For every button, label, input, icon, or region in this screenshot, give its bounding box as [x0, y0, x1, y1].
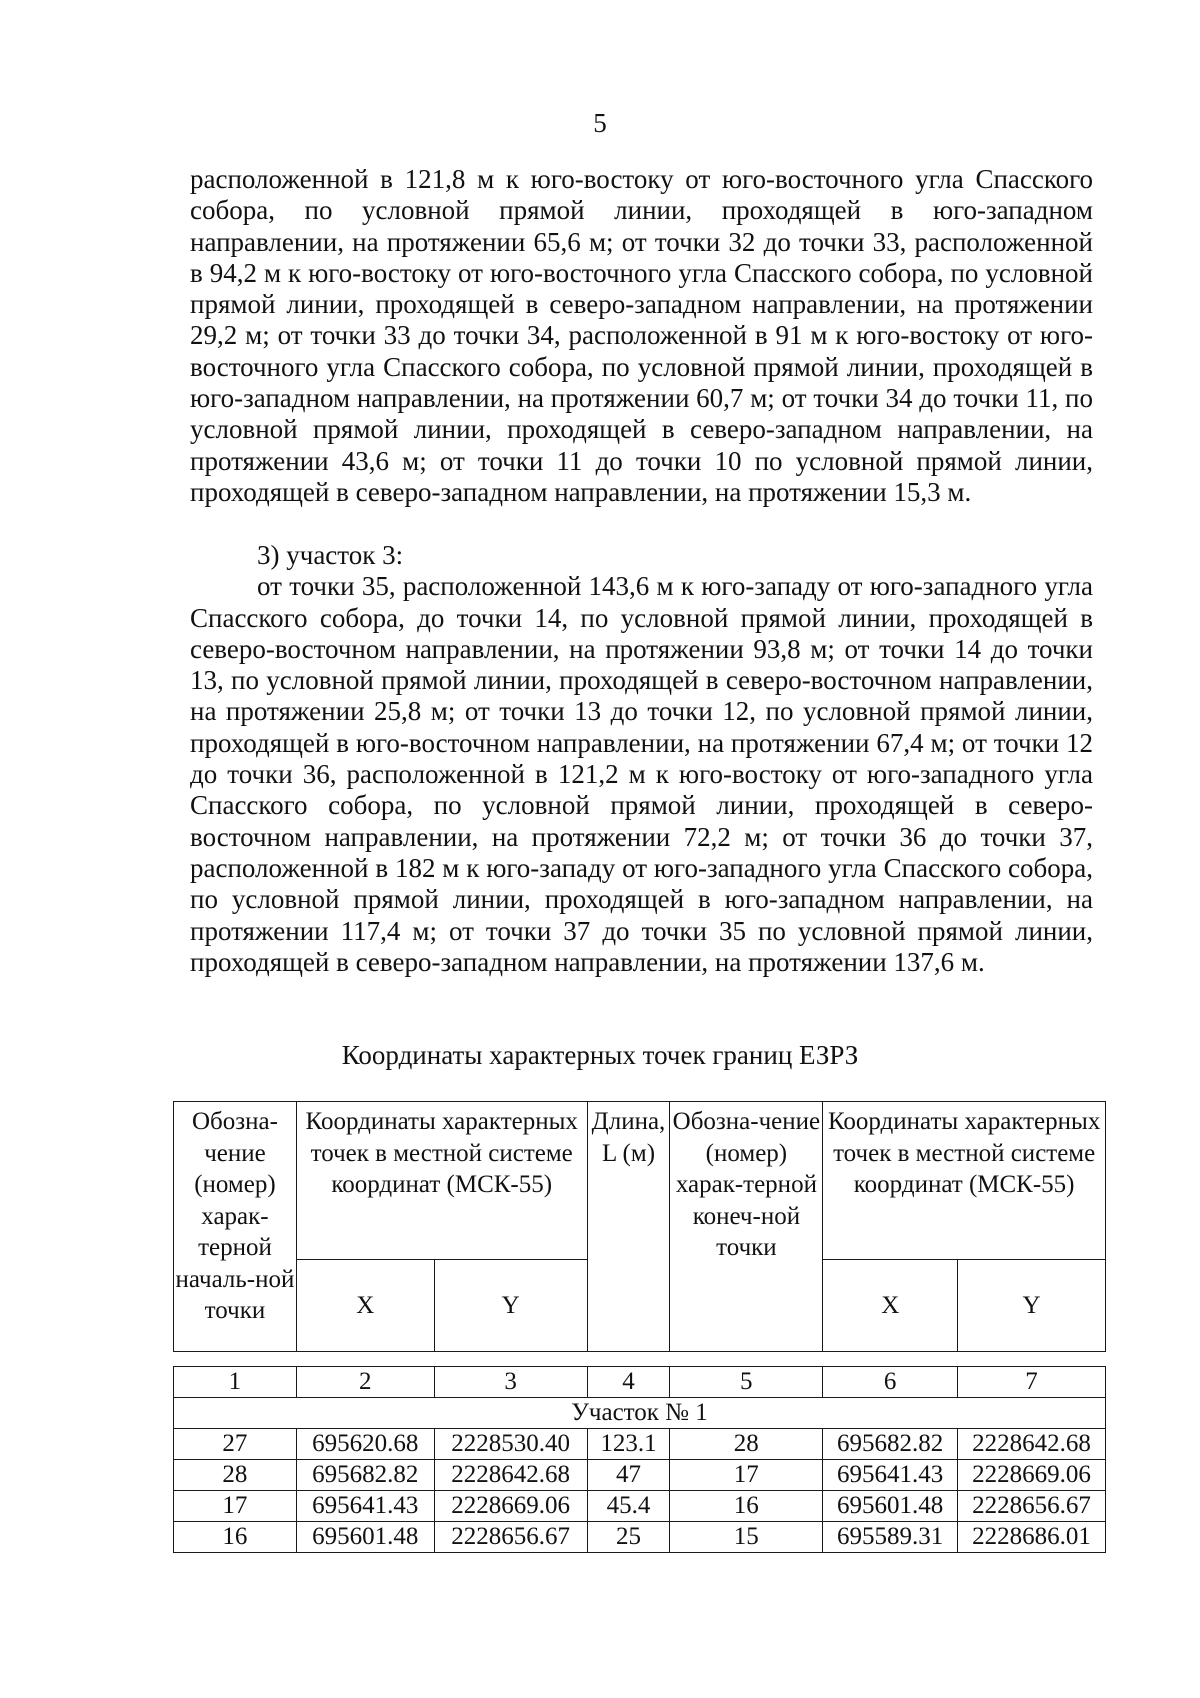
- x-end-cell: 695601.48: [823, 1491, 958, 1522]
- start-point-cell: 28: [174, 1460, 297, 1491]
- end-point-cell: 15: [670, 1522, 823, 1553]
- column-number: 7: [958, 1367, 1106, 1398]
- table-row: [174, 1491, 1106, 1522]
- y-start-cell: 2228642.68: [434, 1460, 587, 1491]
- column-number: 5: [670, 1367, 823, 1398]
- header-x-start: X: [296, 1260, 434, 1352]
- table-row: [174, 1522, 1106, 1553]
- header-start-point: Обозна-чение (номер) харак-терной началь-ной точки: [174, 1102, 297, 1352]
- paragraph-1-text: расположенной в 121,8 м к юго-востоку от юго-восточного угла Спасского собора, по условной прямой линии, проходящей в юго-западном направлении, на протяжении 65,6 м; от точки 32 до точки 33, расположенной в 94,2 м к юго-востоку от юго-восточного угла Спасского собора, по условной прямой линии, проходящей в северо-западном направлении, на протяжении 29,2 м; от точки 33 до точки 34, расположенной в 91 м к юго-востоку от юго-восточного угла Спасского собора, по условной прямой линии, проходящей в юго-западном направлении, на протяжении 60,7 м; от точки 34 до точки 11, по условной прямой линии, проходящей в северо-западном направлении, на протяжении 43,6 м; от точки 11 до точки 10 по условной прямой линии, проходящей в северо-западном направлении, на протяжении 15,3 м.: [190, 164, 1093, 507]
- y-end-cell: 2228686.01: [958, 1522, 1106, 1553]
- y-end-cell: 2228656.67: [958, 1491, 1106, 1522]
- end-point-cell: 28: [670, 1429, 823, 1460]
- header-coords-end: Координаты характерных точек в местной системе координат (МСК-55): [823, 1102, 1106, 1260]
- header-coords-start: Координаты характерных точек в местной системе координат (МСК-55): [296, 1102, 587, 1260]
- paragraph-1: [190, 164, 1093, 508]
- header-y-start: Y: [434, 1260, 587, 1352]
- header-y-end: Y: [958, 1260, 1106, 1352]
- x-end-cell: 695641.43: [823, 1460, 958, 1491]
- x-end-cell: 695589.31: [823, 1522, 958, 1553]
- end-point-cell: 17: [670, 1460, 823, 1491]
- column-number-row: [174, 1367, 1106, 1398]
- start-point-cell: 17: [174, 1491, 297, 1522]
- paragraph-2-text: от точки 35, расположенной 143,6 м к юго-западу от юго-западного угла Спасского собора, до точки 14, по условной прямой линии, проходящей в северо-восточном направлении, на протяжении 93,8 м; от точки 14 до точки 13, по условной прямой линии, проходящей в северо-восточном направлении, на протяжении 25,8 м; от точки 13 до точки 12, по условной прямой линии, проходящей в юго-восточном направлении, на протяжении 67,4 м; от точки 12 до точки 36, расположенной в 121,2 м к юго-востоку от юго-западного угла Спасского собора, по условной прямой линии, проходящей в северо-восточном направлении, на протяжении 72,2 м; от точки 36 до точки 37, расположенной в 182 м к юго-западу от юго-западного угла Спасского собора, по условной прямой линии, проходящей в юго-западном направлении, на протяжении 117,4 м; от точки 37 до точки 35 по условной прямой линии, проходящей в северо-западном направлении, на протяжении 137,6 м.: [190, 571, 1093, 977]
- table-row: [174, 1429, 1106, 1460]
- end-point-cell: 16: [670, 1491, 823, 1522]
- start-point-cell: 16: [174, 1522, 297, 1553]
- section-row: [174, 1398, 1106, 1429]
- column-number: 4: [587, 1367, 670, 1398]
- start-point-cell: 27: [174, 1429, 297, 1460]
- column-number: 6: [823, 1367, 958, 1398]
- length-cell: 47: [587, 1460, 670, 1491]
- table-row: [174, 1460, 1106, 1491]
- column-number: 3: [434, 1367, 587, 1398]
- paragraph-2: [190, 540, 1093, 978]
- coordinates-header-table: [173, 1101, 1106, 1352]
- x-start-cell: 695682.82: [296, 1460, 434, 1491]
- header-x-end: X: [823, 1260, 958, 1352]
- y-start-cell: 2228669.06: [434, 1491, 587, 1522]
- length-cell: 123.1: [587, 1429, 670, 1460]
- column-number: 2: [296, 1367, 434, 1398]
- y-start-cell: 2228656.67: [434, 1522, 587, 1553]
- y-end-cell: 2228642.68: [958, 1429, 1106, 1460]
- coordinates-data-table: [173, 1366, 1106, 1553]
- length-cell: 45.4: [587, 1491, 670, 1522]
- header-length: Длина, L (м): [587, 1102, 670, 1352]
- header-end-point: Обозна-чение (номер) харак-терной конеч-ной точки: [670, 1102, 823, 1352]
- y-start-cell: 2228530.40: [434, 1429, 587, 1460]
- x-start-cell: 695620.68: [296, 1429, 434, 1460]
- column-number: 1: [174, 1367, 297, 1398]
- section-heading: 3) участок 3:: [257, 540, 404, 570]
- section-label: Участок № 1: [174, 1398, 1106, 1429]
- page-number: 5: [593, 108, 607, 138]
- x-end-cell: 695682.82: [823, 1429, 958, 1460]
- length-cell: 25: [587, 1522, 670, 1553]
- table-caption: Координаты характерных точек границ ЕЗРЗ: [341, 1040, 859, 1070]
- x-start-cell: 695641.43: [296, 1491, 434, 1522]
- y-end-cell: 2228669.06: [958, 1460, 1106, 1491]
- x-start-cell: 695601.48: [296, 1522, 434, 1553]
